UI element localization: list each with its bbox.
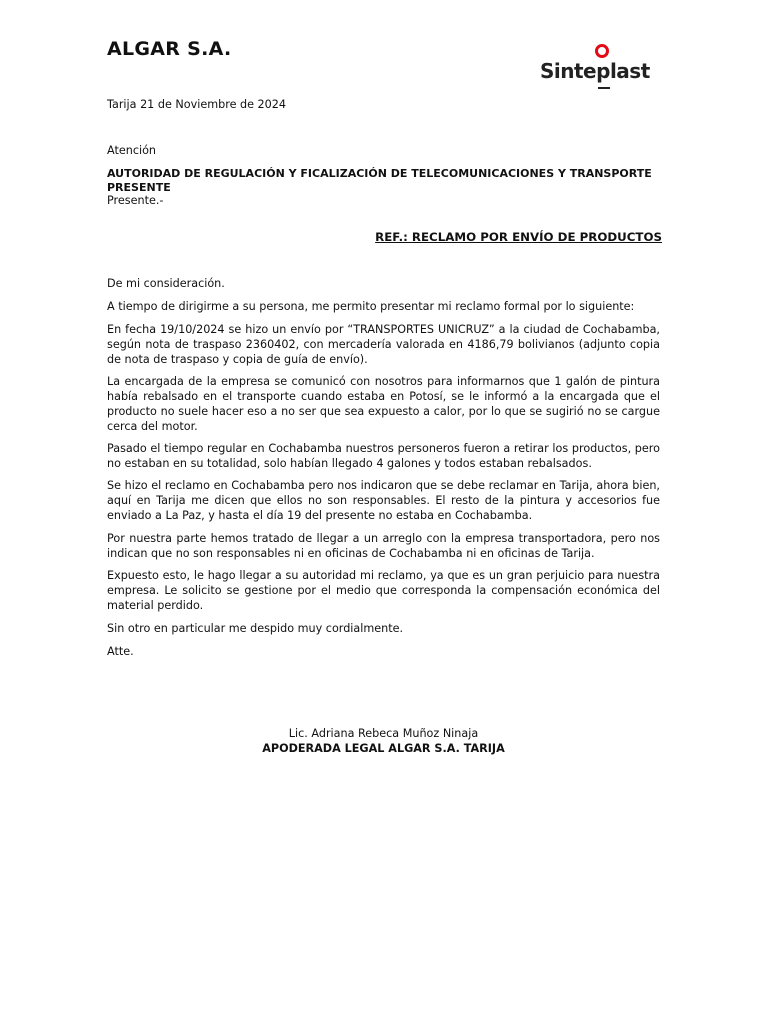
paragraph-claim: Se hizo el reclamo en Cochabamba pero nos indicaron que se debe reclamar en Tarija, ahora bien, aquí en Tarija me dicen que ellos no son responsables. El resto de la pintura y accesorios fue enviado a La Paz, y hasta el día 19 del presente no estaba en Cochabamba.: [107, 479, 660, 522]
paragraph-negotiation: Por nuestra parte hemos tratado de llegar a un arreglo con la empresa transportadora, pero nos indican que no son responsables ni en oficinas de Cochabamba ni en oficinas de Tarija.: [107, 532, 660, 560]
date-line: Tarija 21 de Noviembre de 2024: [107, 98, 287, 111]
sinteplast-logo: [539, 44, 673, 92]
recipient-line-2: PRESENTE: [107, 181, 171, 194]
closing-line: Sin otro en particular me despido muy cordialmente.: [107, 622, 404, 635]
company-name: ALGAR S.A.: [107, 38, 232, 60]
intro-paragraph: A tiempo de dirigirme a su persona, me permito presentar mi reclamo formal por lo siguiente:: [107, 300, 635, 313]
greeting: De mi consideración.: [107, 277, 225, 290]
presente-line: Presente.-: [107, 194, 164, 207]
paragraph-request: Expuesto esto, le hago llegar a su autoridad mi reclamo, ya que es un gran perjuicio para nuestra empresa. Le solicito se gestione por el medio que corresponda la compensación económica del material perdido.: [107, 569, 660, 612]
logo-circle-icon: [595, 44, 609, 58]
paragraph-spill: La encargada de la empresa se comunicó con nosotros para informarnos que 1 galón de pintura había rebalsado en el transporte cuando estaba en Potosí, se le informó a la encargada que el producto no suele hacer eso a no ser que sea expuesto a calor, por lo que se sugirió no se cargue cerca del motor.: [107, 375, 660, 433]
paragraph-pickup: Pasado el tiempo regular en Cochabamba nuestros personeros fueron a retirar los productos, pero no estaban en su totalidad, solo habían llegado 4 galones y todos estaban rebalsados.: [107, 442, 660, 470]
attention-label: Atención: [107, 144, 157, 157]
signature-title: APODERADA LEGAL ALGAR S.A. TARIJA: [262, 742, 505, 755]
paragraph-shipment: En fecha 19/10/2024 se hizo un envío por “TRANSPORTES UNICRUZ” a la ciudad de Cochabamba, según nota de traspaso 2360402, con mercadería valorada en 4186,79 bolivianos (adjunto copia de nota de traspaso y copia de guía de envío).: [107, 323, 660, 366]
logo-underline: [598, 87, 610, 89]
logo-text: Sinteplast: [540, 59, 650, 83]
recipient-line-1: AUTORIDAD DE REGULACIÓN Y FICALIZACIÓN DE TELECOMUNICACIONES Y TRANSPORTE: [107, 167, 652, 180]
signature-name: Lic. Adriana Rebeca Muñoz Ninaja: [288, 727, 479, 740]
reference-line: REF.: RECLAMO POR ENVÍO DE PRODUCTOS: [375, 230, 662, 244]
atte-line: Atte.: [107, 645, 134, 658]
